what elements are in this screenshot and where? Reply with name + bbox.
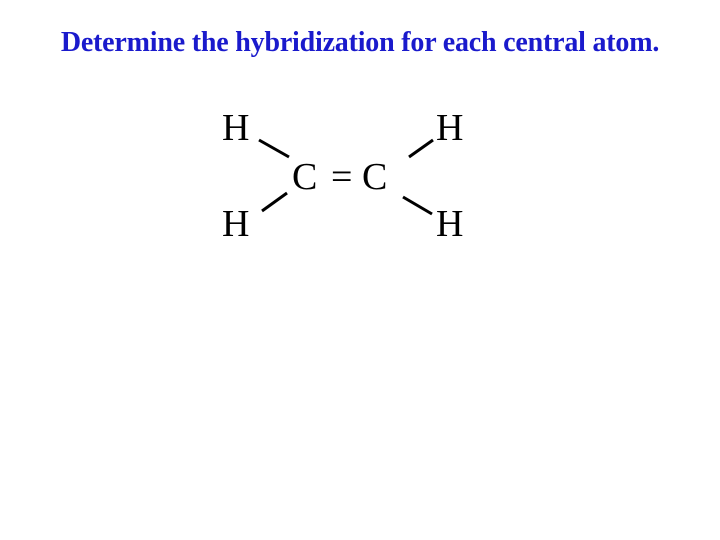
atom-h-top-left: H	[222, 107, 250, 149]
atom-c-right: C	[362, 156, 388, 198]
atom-h-top-right: H	[436, 107, 464, 149]
bond-h-top-left	[259, 140, 289, 157]
double-bond-symbol: =	[331, 156, 353, 198]
bond-h-bottom-right	[403, 197, 432, 214]
atom-h-bottom-left: H	[222, 203, 250, 245]
slide-title: Determine the hybridization for each central atom.	[60, 27, 660, 58]
atom-h-bottom-right: H	[436, 203, 464, 245]
atom-c-left: C	[292, 156, 318, 198]
bond-h-top-right	[409, 140, 433, 157]
bond-h-bottom-left	[262, 193, 287, 211]
